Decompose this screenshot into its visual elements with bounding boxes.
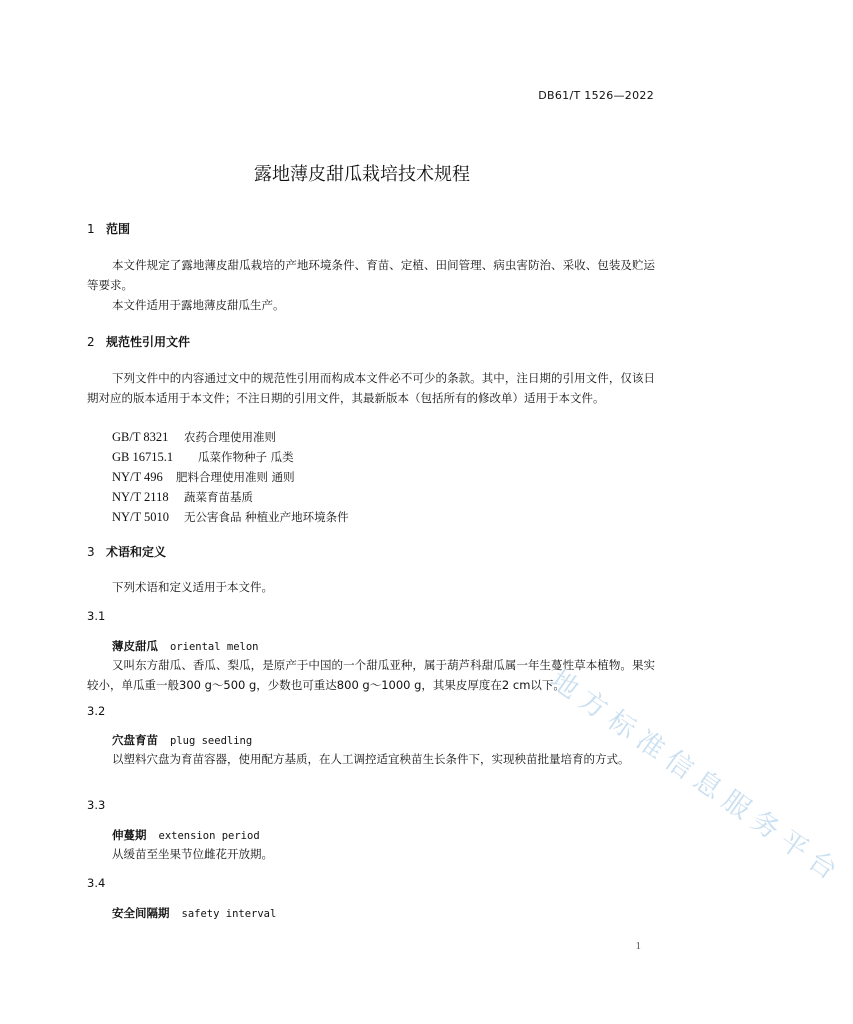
terms-intro: 下列术语和定义适用于本文件。 [112, 580, 273, 594]
watermark: 地方标准信息服务平台 [544, 664, 849, 891]
term-definition: 又叫东方甜瓜、香瓜、梨瓜，是原产于中国的一个甜瓜亚种，属于葫芦科甜瓜属一年生蔓性草本植物。果实较小，单瓜重一般300 g～500 g，少数也可重达800 g～1000 g，其果皮厚度在2 cm以下。 [87, 658, 655, 692]
reference-code: NY/T 496 [112, 470, 163, 484]
section-title: 规范性引用文件 [106, 335, 191, 349]
section-3-heading [87, 543, 166, 560]
references-intro: 下列文件中的内容通过文中的规范性引用而构成本文件必不可少的条款。其中，注日期的引用文件，仅该日期对应的版本适用于本文件；不注日期的引用文件，其最新版本（包括所有的修改单）适用于本文件。 [87, 371, 655, 405]
reference-code: GB/T 8321 [112, 430, 169, 444]
section-2-heading [87, 333, 190, 350]
term-heading [112, 827, 260, 843]
section-number: 2 [87, 335, 95, 349]
reference-item [112, 449, 294, 465]
term-heading [112, 638, 259, 654]
document-title: 露地薄皮甜瓜栽培技术规程 [254, 164, 470, 185]
standard-code: DB61/T 1526—2022 [538, 89, 654, 102]
reference-item [112, 469, 295, 485]
term-en: extension period [158, 830, 260, 842]
reference-code: NY/T 2118 [112, 490, 169, 504]
term-zh: 安全间隔期 [112, 906, 170, 920]
term-en: plug seedling [170, 735, 253, 747]
term-definition: 以塑料穴盘为育苗容器，使用配方基质，在人工调控适宜秧苗生长条件下，实现秧苗批量培育的方式。 [112, 752, 630, 766]
term-zh: 穴盘育苗 [112, 733, 158, 747]
reference-item [112, 489, 253, 505]
term-zh: 薄皮甜瓜 [112, 639, 158, 653]
reference-code: GB 16715.1 [112, 450, 174, 464]
reference-name: 农药合理使用准则 [184, 430, 276, 444]
scope-paragraph-1: 本文件规定了露地薄皮甜瓜栽培的产地环境条件、育苗、定植、田间管理、病虫害防治、采收、包装及贮运等要求。 [87, 258, 655, 292]
term-number: 3.1 [87, 609, 106, 623]
page-number: 1 [635, 940, 641, 952]
reference-name: 蔬菜育苗基质 [184, 490, 253, 504]
section-1-heading [87, 220, 130, 237]
term-heading [112, 905, 276, 921]
term-definition: 从缓苗至坐果节位雌花开放期。 [112, 847, 273, 861]
scope-paragraph-2: 本文件适用于露地薄皮甜瓜生产。 [112, 298, 285, 312]
reference-name: 瓜菜作物种子 瓜类 [198, 450, 294, 464]
reference-code: NY/T 5010 [112, 510, 170, 524]
reference-item [112, 429, 276, 445]
term-zh: 伸蔓期 [112, 828, 147, 842]
term-number: 3.4 [87, 876, 106, 890]
section-number: 1 [87, 222, 95, 236]
term-en: safety interval [181, 908, 277, 920]
reference-name: 无公害食品 种植业产地环境条件 [184, 510, 349, 524]
section-title: 范围 [106, 222, 131, 236]
reference-item [112, 509, 349, 525]
section-number: 3 [87, 545, 95, 559]
section-title: 术语和定义 [106, 545, 167, 559]
reference-name: 肥料合理使用准则 通则 [176, 470, 295, 484]
term-heading [112, 732, 252, 748]
term-number: 3.3 [87, 798, 106, 812]
term-en: oriental melon [170, 641, 259, 653]
term-number: 3.2 [87, 704, 106, 718]
